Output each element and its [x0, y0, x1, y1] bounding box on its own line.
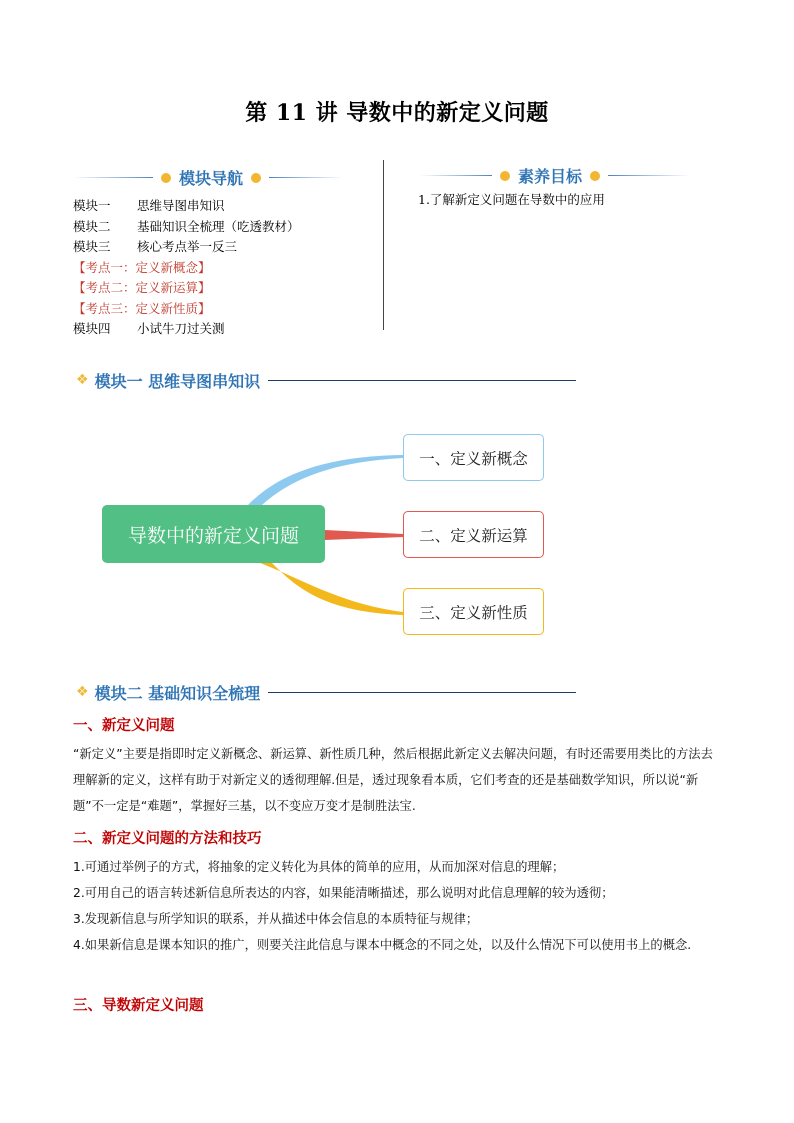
module1-header	[76, 368, 576, 392]
dot-icon	[251, 173, 261, 183]
double-diamond-icon: ❖	[76, 684, 89, 700]
module2-header	[76, 680, 576, 704]
mindmap-branch-node	[403, 588, 544, 635]
section-body	[73, 854, 723, 958]
mindmap-root-node	[102, 505, 325, 563]
module1-rule	[268, 380, 576, 381]
nav-item[interactable]: 模块四 小试牛刀过关测	[73, 321, 225, 336]
mindmap-branch-node	[403, 511, 544, 558]
dot-icon	[590, 171, 600, 181]
mindmap-branch-label: 三、定义新性质	[419, 603, 528, 622]
goal-box-header	[420, 164, 690, 187]
nav-header-line-right	[269, 177, 343, 178]
section-heading: 三、导数新定义问题	[73, 997, 204, 1014]
mindmap-root-label: 导数中的新定义问题	[127, 524, 299, 547]
section-heading: 二、新定义问题的方法和技巧	[73, 830, 262, 847]
mindmap-connector-2	[325, 530, 403, 540]
document-title: 第 11 讲 导数中的新定义问题	[245, 100, 549, 126]
goal-header-line-left	[420, 175, 492, 176]
nav-item[interactable]: 模块三 核心考点举一反三	[73, 239, 238, 254]
nav-box-header	[73, 166, 343, 189]
nav-item[interactable]: 模块二 基础知识全梳理（吃透教材）	[73, 218, 300, 234]
dot-icon	[500, 171, 510, 181]
dot-icon	[161, 173, 171, 183]
mindmap-branch-label: 一、定义新概念	[419, 449, 528, 468]
module2-title: 模块二 基础知识全梳理	[94, 683, 261, 703]
mindmap-branch-label: 二、定义新运算	[419, 526, 528, 545]
section-heading: 一、新定义问题	[73, 717, 175, 734]
mindmap-connector-1	[248, 455, 403, 505]
column-divider	[383, 160, 384, 330]
module2-rule	[268, 692, 576, 693]
paragraph: 3.发现新信息与所学知识的联系，并从描述中体会信息的本质特征与规律；	[73, 912, 479, 926]
mindmap-branch-node	[403, 434, 544, 481]
goal-box-title: 素养目标	[518, 167, 583, 186]
paragraph: 4.如果新信息是课本知识的推广，则要关注此信息与课本中概念的不同之处，以及什么情况下可以使用书上的概念.	[73, 938, 692, 952]
module1-title: 模块一 思维导图串知识	[94, 371, 261, 391]
nav-item-kaodian-1[interactable]: 【考点一：定义新概念】	[73, 259, 211, 275]
paragraph: 1.可通过举例子的方式，将抽象的定义转化为具体的简单的应用，从而加深对信息的理解；	[73, 860, 565, 874]
nav-item-kaodian-2[interactable]: 【考点二：定义新运算】	[73, 280, 211, 295]
mindmap-connector-3	[260, 563, 403, 615]
module-navigation-list	[73, 196, 373, 340]
nav-item[interactable]: 模块一 思维导图串知识	[73, 198, 225, 213]
nav-item-kaodian-3[interactable]: 【考点三：定义新性质】	[73, 300, 211, 316]
nav-header-line-left	[73, 177, 153, 178]
goal-header-line-right	[608, 175, 690, 176]
goal-item: 1.了解新定义问题在导数中的应用	[418, 192, 605, 207]
paragraph: “新定义”主要是指即时定义新概念、新运算、新性质几种，然后根据此新定义去解决问题，有时还需要用类比的方法去理解新的定义，这样有助于对新定义的透彻理解.但是，透过现象看本质，它们考查的还是基础数学知识，所以说“新题”不一定是“难题”，掌握好三基，以不变应万变才是制胜法宝.	[73, 747, 713, 813]
section-body	[73, 741, 723, 819]
paragraph: 2.可用自己的语言转述新信息所表达的内容，如果能清晰描述，那么说明对此信息理解的较为透彻；	[73, 886, 614, 900]
double-diamond-icon: ❖	[76, 372, 89, 388]
nav-box-title: 模块导航	[179, 169, 244, 188]
